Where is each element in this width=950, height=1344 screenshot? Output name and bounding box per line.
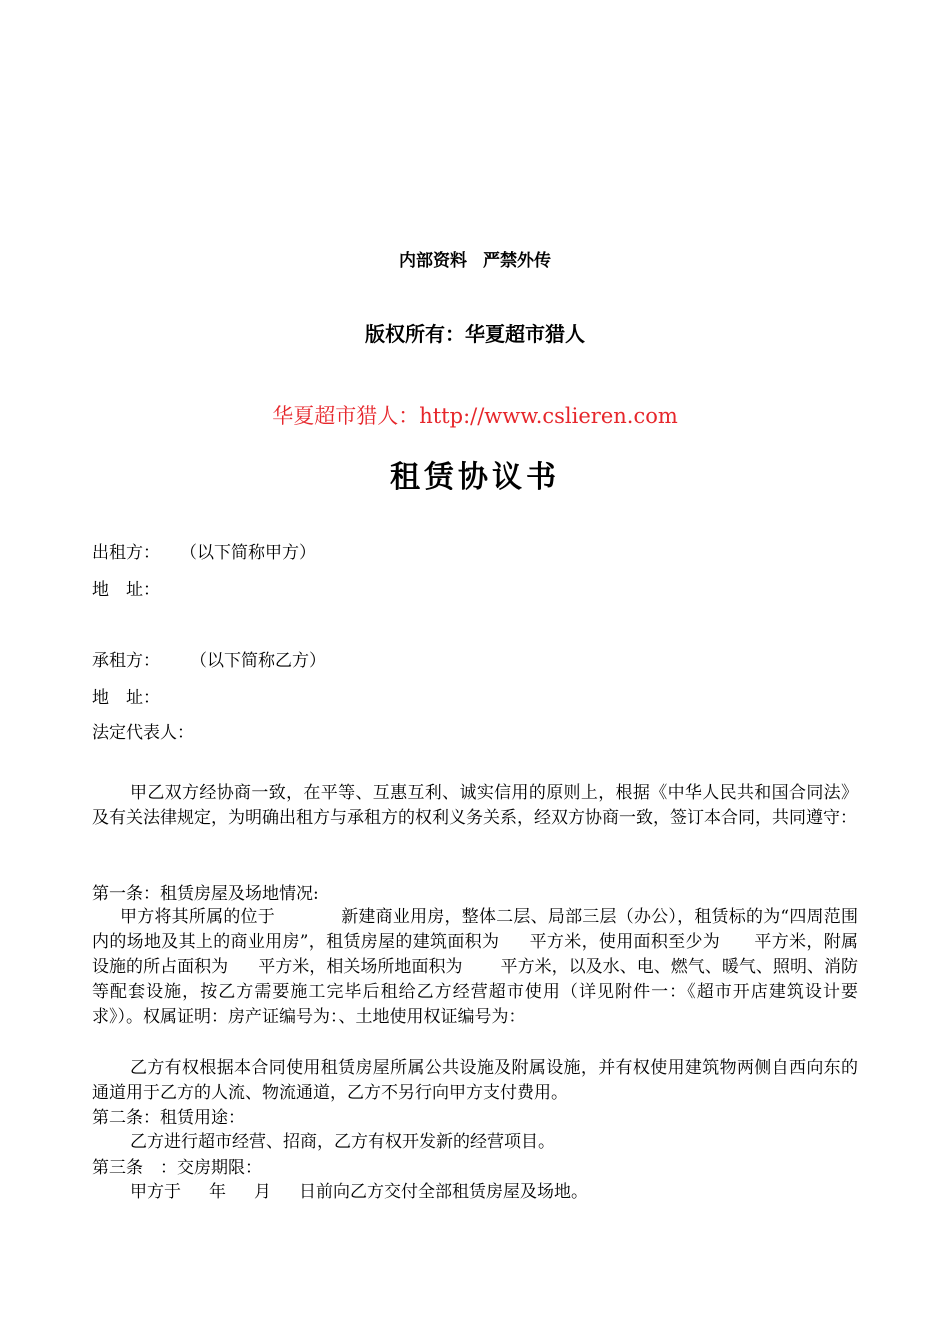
article3-body: 甲方于 年 月 日前向乙方交付全部租赁房屋及场地。	[130, 1182, 588, 1202]
article1-paragraph-2: 乙方有权根据本合同使用租赁房屋所属公共设施及附属设施，并有权使用建筑物两侧自西向东的通道用于乙方的人流、物流通道，乙方不另行向甲方支付费用。	[92, 1058, 858, 1103]
lessee-line	[92, 649, 326, 673]
lessor-note: （以下简称甲方）	[180, 543, 316, 563]
lessor-address-line	[92, 578, 160, 602]
internal-notice-a: 内部资料	[399, 251, 468, 271]
lessor-label: 出租方：	[92, 543, 160, 563]
legal-rep-label: 法定代表人：	[92, 723, 194, 743]
article1-heading: 第一条：租赁房屋及场地情况:	[92, 884, 319, 904]
document-title: 租赁协议书	[390, 460, 560, 495]
article2-body: 乙方进行超市经营、招商，乙方有权开发新的经营项目。	[130, 1132, 555, 1152]
internal-notice-b: 严禁外传	[482, 251, 551, 271]
article3-heading: 第三条 ：交房期限：	[92, 1158, 262, 1178]
lessee-label: 承租方：	[92, 651, 160, 671]
lessor-line	[92, 541, 316, 565]
intro-paragraph: 甲乙双方经协商一致，在平等、互惠互利、诚实信用的原则上，根据《中华人民共和国合同法》及有关法律规定，为明确出租方与承租方的权利义务关系，经双方协商一致，签订本合同，共同遵守：	[92, 783, 858, 828]
internal-notice	[0, 246, 950, 271]
copyright-line: 版权所有：华夏超市猎人	[365, 322, 585, 346]
address-label: 地 址：	[92, 580, 160, 600]
address-label: 地 址：	[92, 688, 160, 708]
lessee-address-line	[92, 686, 160, 710]
article2-heading: 第二条：租赁用途：	[92, 1108, 245, 1128]
legal-rep-line	[92, 721, 194, 745]
article1-paragraph: 甲方将其所属的位于 新建商业用房，整体二层、局部三层（办公），租赁标的为“四周范围内的场地及其上的商业用房”，租赁房屋的建筑面积为 平方米，使用面积至少为 平方米，附属设施的所占面积为 平方米，相关场所地面积为 平方米，以及水、电、燃气、暖气、照明、消防等配套设施，按乙方需要施工完毕后租给乙方经营超市使用（详见附件一：《超市开店建筑设计要求》）。权属证明：房产证编号为：、土地使用权证编号为：	[92, 907, 859, 1027]
website-line: 华夏超市猎人：http://www.cslieren.com	[272, 404, 678, 428]
lessee-note: （以下简称乙方）	[190, 651, 326, 671]
